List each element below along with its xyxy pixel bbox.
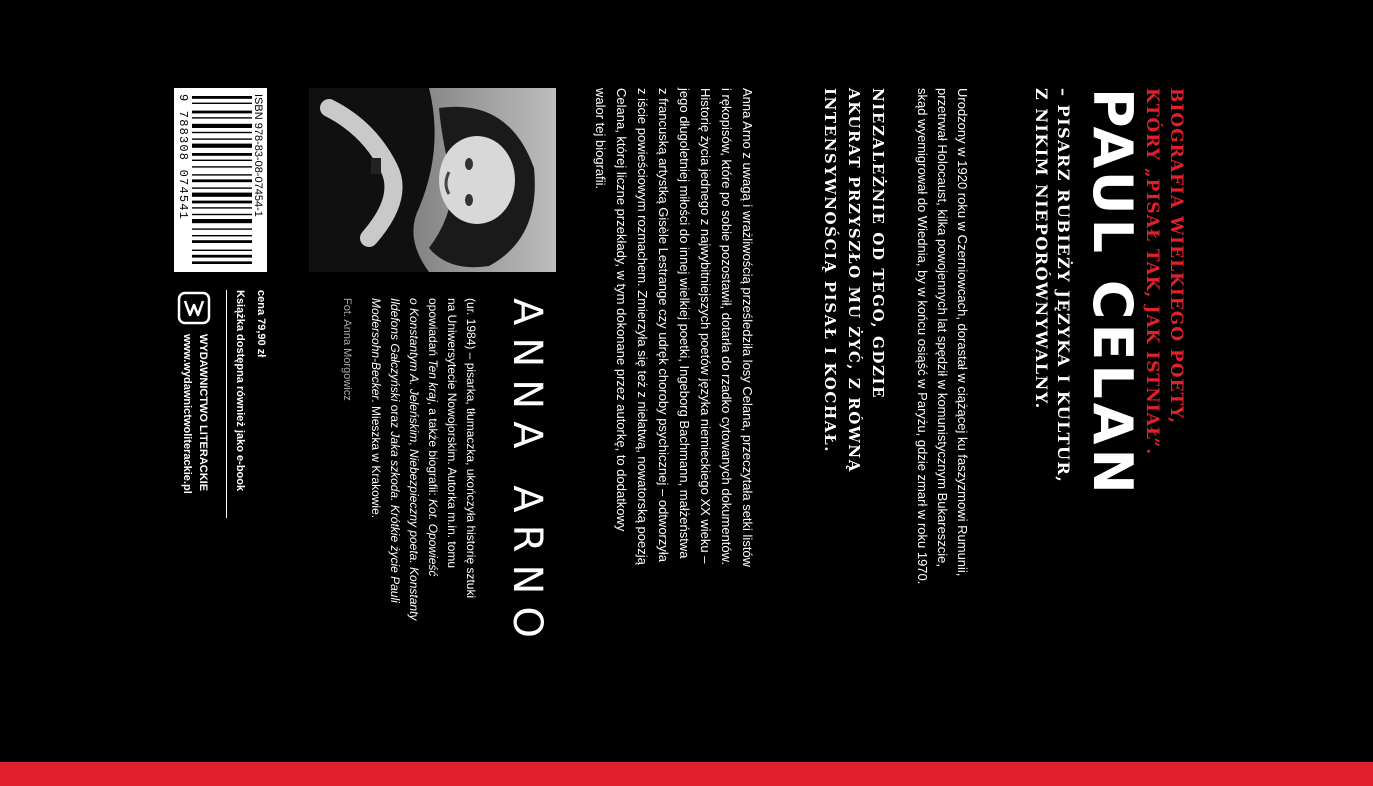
tagline-line-1: BIOGRAFIA WIELKIEGO POETY, — [1166, 88, 1186, 425]
bio-line: przetrwał Holocaust, kilka powojennych lat spędził w komunistycznym Bukareszcie, — [935, 88, 950, 568]
book-title: PAUL CELAN — [1081, 88, 1144, 498]
barcode-bars-icon — [192, 96, 252, 264]
subtitle-line-2: Z NIKIM NIEPORÓWNYWALNY. — [1032, 88, 1051, 410]
ebook-note: Książka dostępna również jako e-book — [234, 290, 246, 492]
subtitle — [1030, 88, 1074, 483]
quote-line: AKURAT PRZYSZŁO MU ŻYĆ, Z RÓWNĄ — [845, 88, 863, 473]
description-line: jego długoletniej miłości do innej wielkiej poetki, Ingeborg Bachmann, małżeństwa — [677, 88, 692, 559]
photo-credit: Fot. Anna Morgowicz — [341, 298, 353, 401]
publisher-url: www.wydawnictwoliterackie.pl — [181, 334, 193, 494]
author-bio-line: Modersohn-Becker. Mieszka w Krakowie. — [369, 298, 383, 519]
tagline-line-2: KTÓRY „PISAŁ TAK, JAK ISTNIAŁ”. — [1142, 88, 1162, 456]
pull-quote — [818, 88, 890, 473]
quote-line: NIEZALEŻNIE OD TEGO, GDZIE — [869, 88, 887, 400]
bio-line: skąd wyemigrował do Wiednia, by w końcu osiąść w Paryżu, gdzie zmarł w roku 1970. — [915, 88, 930, 585]
description-line: Celana, której liczne przekłady, w tym dokonane przez autorkę, to dodatkowy — [614, 88, 629, 532]
author-name: ANNA ARNO — [504, 298, 550, 650]
author-bio-line: na Uniwersytecie Nowojorskim. Autorka m.in. tomu — [445, 298, 459, 569]
author-bio-line: (ur. 1984) – pisarka, tłumaczka, ukończyła historię sztuki — [464, 298, 478, 599]
barcode-digits: 9 788308 074541 — [176, 94, 190, 221]
tagline — [1140, 88, 1188, 455]
bio-paragraph — [912, 88, 972, 584]
description-line: Historię życia jednego z najwybitniejszych poetów języka niemieckiego XX wieku – — [698, 88, 713, 564]
author-bio-line: Ildefons Gałczyński oraz Jaka szkoda. Krótkie życie Pauli — [388, 298, 402, 603]
author-photo-image — [309, 88, 556, 272]
description-line: Anna Arno z uwagą i wrażliwością prześledziła losy Celana, przeczytała setki listów — [740, 88, 755, 568]
divider — [226, 290, 227, 518]
description-paragraph — [590, 88, 758, 567]
author-bio-line: o Konstantym A. Jeleńskim, Niebezpieczny poeta. Konstanty — [407, 298, 421, 621]
price: cena 79,90 zł — [255, 290, 267, 358]
description-line: walor tej biografii. — [593, 88, 608, 190]
description-line: z francuską artystką Gisèle Lestrange czy udręk choroby psychicznej – odtworzyła — [656, 88, 671, 562]
quote-line: INTENSYWNOŚCIĄ PISAŁ I KOCHAŁ. — [821, 88, 839, 454]
description-line: z iście powieściowym rozmachem. Zmierzyła się też z niełatwą, nowatorską poezją — [635, 88, 650, 565]
wl-monogram-icon — [176, 290, 212, 326]
barcode — [174, 88, 267, 272]
author-photo — [309, 88, 556, 272]
subtitle-line-1: – PISARZ RUBIEŻY JĘZYKA I KULTUR, — [1054, 88, 1073, 484]
publisher-name: WYDAWNICTWO LITERACKIE — [197, 334, 209, 492]
description-line: i rękopisów, które po sobie pozostawił, dotarła do rzadko cytowanych dokumentów. — [719, 88, 734, 565]
isbn-text: ISBN 978-83-08-07454-1 — [252, 94, 264, 217]
author-bio — [366, 298, 480, 620]
author-bio-line: opowiadań Ten kraj, a także biografii: Kot. Opowieść — [426, 298, 440, 577]
bio-line: Urodzony w 1920 roku w Czerniowcach, dorastał w ciążącej ku faszyzmowi Rumunii, — [955, 88, 970, 577]
bottom-band — [0, 762, 1373, 786]
